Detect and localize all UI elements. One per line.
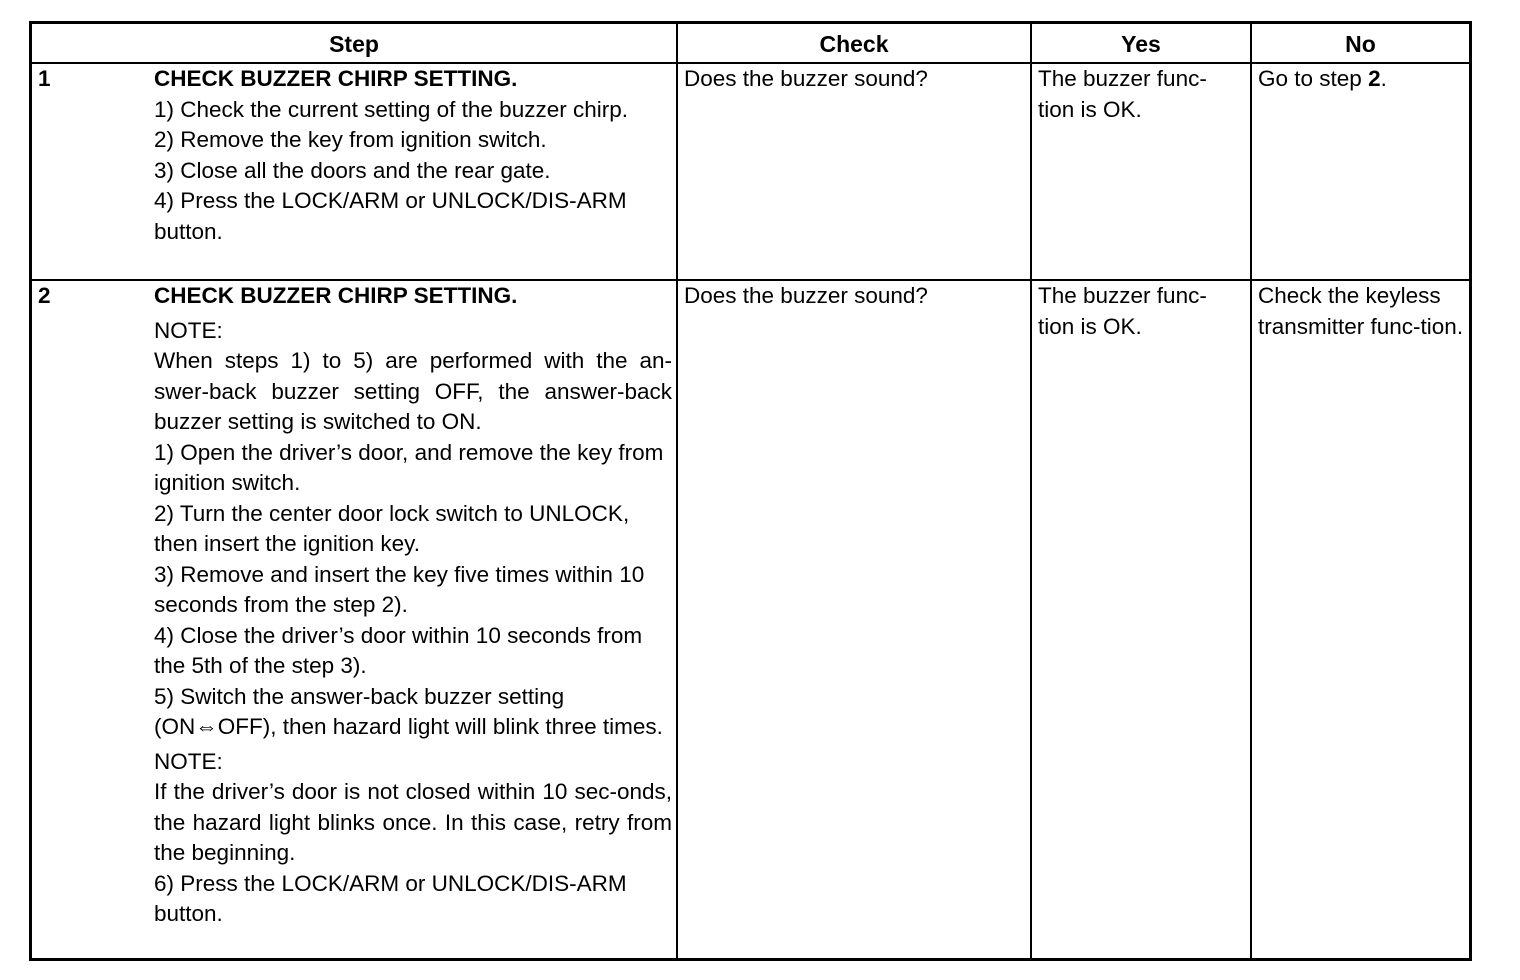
row-1-no-suffix: . [1380,66,1387,91]
row-1-title: CHECK BUZZER CHIRP SETTING. [154,66,518,91]
row-1-yes: The buzzer func-tion is OK. [1038,66,1207,122]
row-2-instruction: 4) Close the driver’s door within 10 seconds from the 5th of the step 3). [154,622,643,678]
row-2-note-label: NOTE: [154,748,223,774]
row-2-note-text: If the driver’s door is not closed within 10 sec-onds, the hazard light blinks once. In this case, retry from the beginning. [154,779,672,865]
row-1-no-step: 2 [1368,66,1381,91]
row-1-number: 1 [38,66,51,91]
row-1-no [1258,64,1466,95]
row-1-no-prefix: Go to step [1258,66,1369,91]
row-2-title: CHECK BUZZER CHIRP SETTING. [154,283,518,308]
row-2-check: Does the buzzer sound? [684,283,928,308]
header-check: Check [819,31,889,57]
row-2-instruction: 1) Open the driver’s door, and remove the key from ignition switch. [154,439,664,495]
row-2-yes: The buzzer func-tion is OK. [1038,283,1207,339]
diagnostic-table [29,21,1472,961]
row-2-instruction: 3) Remove and insert the key five times within 10 seconds from the step 2). [154,561,645,617]
row-1-instruction: 1) Check the current setting of the buzzer chirp. [154,96,628,122]
column-divider [1030,24,1032,958]
header-no: No [1345,31,1376,57]
row-1-step [154,64,628,247]
row-1-instruction: 3) Close all the doors and the rear gate. [154,157,551,183]
row-1-instruction: 2) Remove the key from ignition switch. [154,127,547,152]
header-yes: Yes [1121,31,1161,57]
row-2-note-text: When steps 1) to 5) are performed with the an-swer-back buzzer setting OFF, the answer-back buzzer setting is switched to ON. [154,348,672,434]
row-2-instruction: 2) Turn the center door lock switch to UNLOCK, then insert the ignition key. [154,500,630,556]
column-divider [1250,24,1252,958]
row-2-instruction: 5) Switch the answer-back buzzer setting (ON⇔OFF), then hazard light will blink three times. [154,683,663,739]
row-2-note-label: NOTE: [154,317,223,343]
row-2-no: Check the keyless transmitter func-tion. [1258,283,1464,339]
column-divider [676,24,678,958]
row-2-step [154,281,672,930]
header-step: Step [329,31,379,57]
row-2-instruction: 6) Press the LOCK/ARM or UNLOCK/DIS-ARM button. [154,870,627,926]
row-2-number: 2 [38,283,51,308]
row-1-instruction: 4) Press the LOCK/ARM or UNLOCK/DIS-ARM button. [154,188,627,244]
row-1-check: Does the buzzer sound? [684,66,928,91]
